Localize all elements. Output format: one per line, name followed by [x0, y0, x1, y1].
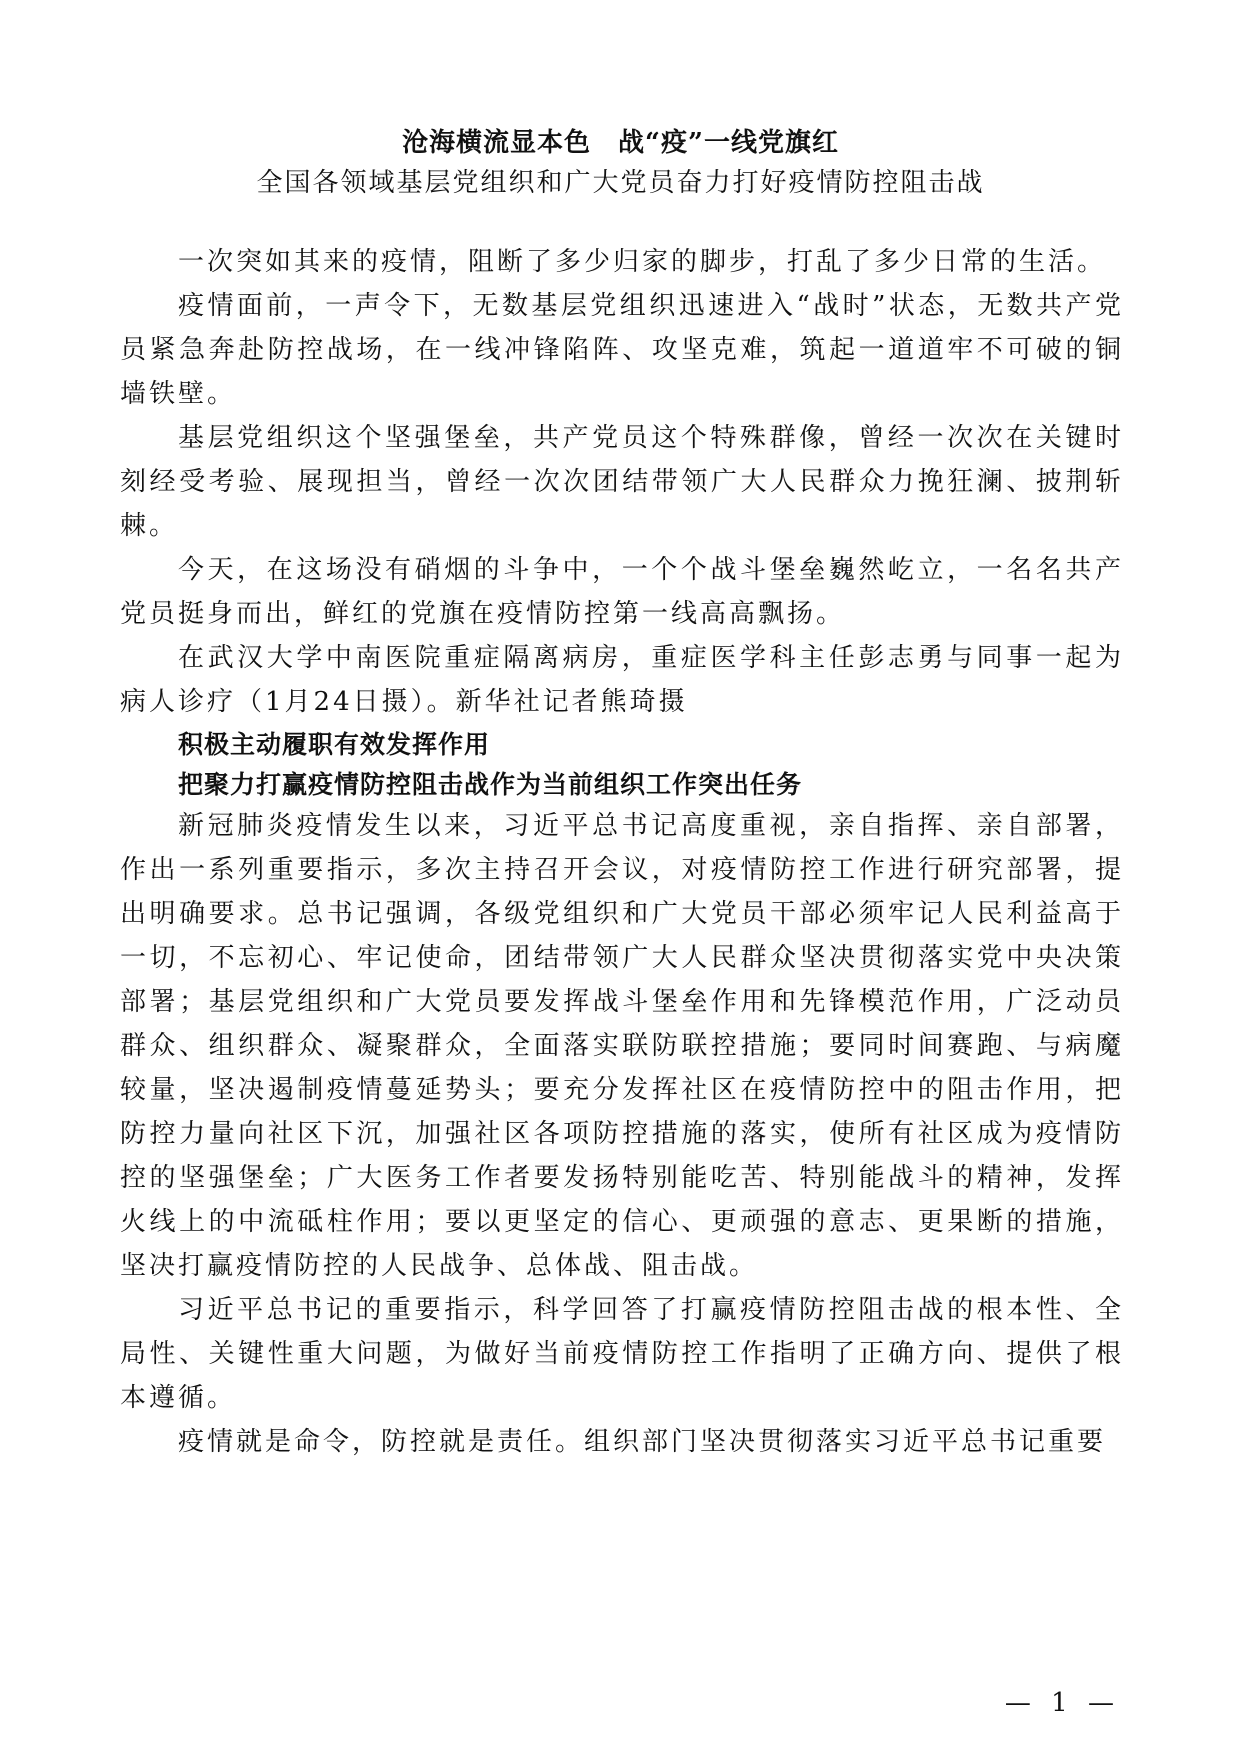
paragraph: 今天，在这场没有硝烟的斗争中，一个个战斗堡垒巍然屹立，一名名共产党员挺身而出，鲜红的党旗在疫情防控第一线高高飘扬。: [120, 555, 1124, 629]
document-title: 沧海横流显本色 战“疫”一线党旗红: [402, 128, 839, 158]
document-body: [120, 240, 1124, 1464]
paragraph: 习近平总书记的重要指示，科学回答了打赢疫情防控阻击战的根本性、全局性、关键性重大问题，为做好当前疫情防控工作指明了正确方向、提供了根本遵循。: [120, 1295, 1124, 1413]
paragraph: 一次突如其来的疫情，阻断了多少归家的脚步，打乱了多少日常的生活。: [178, 247, 1107, 277]
section-heading: 把聚力打赢疫情防控阻击战作为当前组织工作突出任务: [178, 770, 803, 799]
document-subtitle: 全国各领域基层党组织和广大党员奋力打好疫情防控阻击战: [256, 168, 985, 198]
paragraph: 疫情面前，一声令下，无数基层党组织迅速进入“战时”状态，无数共产党员紧急奔赴防控战场，在一线冲锋陷阵、攻坚克难，筑起一道道牢不可破的铜墙铁壁。: [120, 291, 1124, 409]
paragraph: 疫情就是命令，防控就是责任。组织部门坚决贯彻落实习近平总书记重要: [178, 1427, 1107, 1457]
section-heading: 积极主动履职有效发挥作用: [178, 730, 491, 759]
photo-caption: 在武汉大学中南医院重症隔离病房，重症医学科主任彭志勇与同事一起为病人诊疗（1月24日摄）。新华社记者熊琦摄: [120, 643, 1124, 717]
paragraph: 新冠肺炎疫情发生以来，习近平总书记高度重视，亲自指挥、亲自部署，作出一系列重要指示，多次主持召开会议，对疫情防控工作进行研究部署，提出明确要求。总书记强调，各级党组织和广大党员干部必须牢记人民利益高于一切，不忘初心、牢记使命，团结带领广大人民群众坚决贯彻落实党中央决策部署；基层党组织和广大党员要发挥战斗堡垒作用和先锋模范作用，广泛动员群众、组织群众、凝聚群众，全面落实联防联控措施；要同时间赛跑、与病魔较量，坚决遏制疫情蔓延势头；要充分发挥社区在疫情防控中的阻击作用，把防控力量向社区下沉，加强社区各项防控措施的落实，使所有社区成为疫情防控的坚强堡垒；广大医务工作者要发扬特别能吃苦、特别能战斗的精神，发挥火线上的中流砥柱作用；要以更坚定的信心、更顽强的意志、更果断的措施，坚决打赢疫情防控的人民战争、总体战、阻击战。: [120, 811, 1124, 1281]
paragraph: 基层党组织这个坚强堡垒，共产党员这个特殊群像，曾经一次次在关键时刻经受考验、展现担当，曾经一次次团结带领广大人民群众力挽狂澜、披荆斩棘。: [120, 423, 1124, 541]
page-number: — 1 —: [1004, 1688, 1120, 1718]
